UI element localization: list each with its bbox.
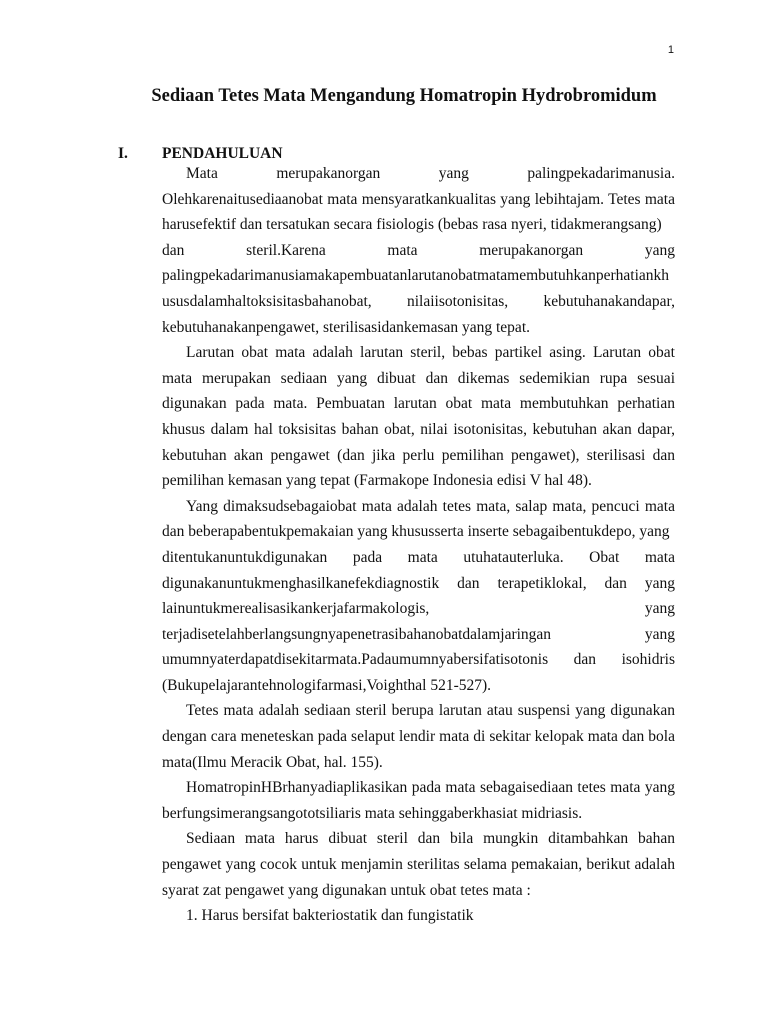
word: dan xyxy=(604,574,627,592)
word: Mata xyxy=(186,165,218,182)
word: yang xyxy=(438,165,469,182)
word: merupakanorgan xyxy=(479,241,584,259)
list-item xyxy=(162,903,675,929)
paragraph-4: Tetes mata adalah sediaan steril berupa larutan atau suspensi yang digunakan dengan cara meneteskan pada selaput lendir mata di sekitar kelopak mata dan bola mata(Ilmu Meracik Obat, hal. 155). xyxy=(162,702,675,771)
word: pada xyxy=(352,548,383,566)
paragraph-1-line-7: kebutuhanakanpengawet, sterilisasidankemasan yang tepat. xyxy=(162,318,530,336)
word: terjadisetelahberlangsungnyapenetrasibahanobatdalamjaringan xyxy=(162,625,552,643)
list-item-marker: 1. xyxy=(186,907,198,925)
paragraph-1-line-4 xyxy=(162,238,675,264)
paragraph-6: Sediaan mata harus dibuat steril dan bila mungkin ditambahkan bahan pengawet yang cocok untuk menjamin sterilitas selama pemakaian, berikut adalah syarat zat pengawet yang digunakan untuk obat tetes mata : xyxy=(162,830,675,899)
document-body xyxy=(162,161,675,929)
word: umumnyaterdapatdisekitarmata.Padaumumnyabersifatisotonis xyxy=(162,651,549,669)
paragraph-1-line-5: palingpekadarimanusiamakapembuatanlarutanobatmatamembutuhkanperhatiankh xyxy=(162,267,670,285)
word: ditentukanuntukdigunakan xyxy=(162,548,328,566)
word: yang xyxy=(644,625,675,643)
word: ususdalamhaltoksisitasbahanobat, xyxy=(162,292,372,310)
paragraph-3-line-4 xyxy=(162,571,675,597)
paragraph-3-line-3 xyxy=(162,545,675,571)
document-title: Sediaan Tetes Mata Mengandung Homatropin Hydrobromidum xyxy=(151,86,657,106)
word: lainuntukmerealisasikankerjafarmakologis, xyxy=(162,600,430,618)
word: dan xyxy=(162,241,185,259)
word: Obat xyxy=(589,548,620,566)
word: yang xyxy=(644,600,675,618)
page-number: 1 xyxy=(667,44,674,56)
word: utuhatauterluka. xyxy=(463,548,564,566)
paragraph-1 xyxy=(162,161,675,187)
word: mata xyxy=(387,241,418,259)
word: digunakanuntukmenghasilkanefekdiagnostik xyxy=(162,574,440,592)
paragraph-3-intro: Yang dimaksudsebagaiobat mata adalah tetes mata, salap mata, pencuci mata dan beberapabentukpemakaian yang khususserta inserte sebagaibentukdepo, yang xyxy=(162,497,675,541)
paragraph-1-line-1 xyxy=(162,161,675,187)
word: yang xyxy=(644,241,675,259)
word: isohidris xyxy=(621,651,675,669)
word: palingpekadarimanusia. xyxy=(527,165,675,182)
section-number: I. xyxy=(118,145,128,162)
paragraph-3-line-7 xyxy=(162,647,675,673)
paragraph-2: Larutan obat mata adalah larutan steril, bebas partikel asing. Larutan obat mata merupakan sediaan yang dibuat dan dikemas sedemikian rupa sesuai digunakan pada mata. Pembuatan larutan obat mata membutuhkan perhatian khusus dalam hal toksisitas bahan obat, nilai isotonisitas, kebutuhan akan dapar, kebutuhan akan pengawet (dan jika perlu pemilihan pengawet), sterilisasi dan pemilihan kemasan yang tepat (Farmakope Indonesia edisi V hal 48). xyxy=(162,344,675,490)
list-item-text: Harus bersifat bakteriostatik dan fungistatik xyxy=(201,907,474,925)
paragraph-3-line-5 xyxy=(162,596,675,622)
word: nilaiisotonisitas, xyxy=(406,292,509,310)
paragraph-3-line-6 xyxy=(162,622,675,648)
word: merupakanorgan xyxy=(276,165,381,182)
paragraph-1-line-6 xyxy=(162,289,675,315)
paragraph-5: HomatropinHBrhanyadiaplikasikan pada mata sebagaisediaan tetes mata yang berfungsimerangsangototsiliaris mata sehinggaberkhasiat midriasis. xyxy=(162,779,675,822)
word: dan xyxy=(573,651,597,669)
word: yang xyxy=(644,574,675,592)
section-heading: PENDAHULUAN xyxy=(162,145,283,162)
word: kebutuhanakandapar, xyxy=(543,292,675,310)
word: dan xyxy=(457,574,480,592)
paragraph-3-line-8: (Bukupelajarantehnologifarmasi,Voighthal 521-527). xyxy=(162,676,492,694)
word: terapetiklokal, xyxy=(497,574,587,592)
paragraph-1-body: Olehkarenaitusediaanobat mata mensyaratkankualitas yang lebihtajam. Tetes mata harusefektif dan tersatukan secara fisiologis (bebas rasa nyeri, tidakmerangsang) xyxy=(162,190,675,234)
word: steril.Karena xyxy=(246,241,326,259)
word: mata xyxy=(407,548,438,566)
word: mata xyxy=(644,548,675,566)
